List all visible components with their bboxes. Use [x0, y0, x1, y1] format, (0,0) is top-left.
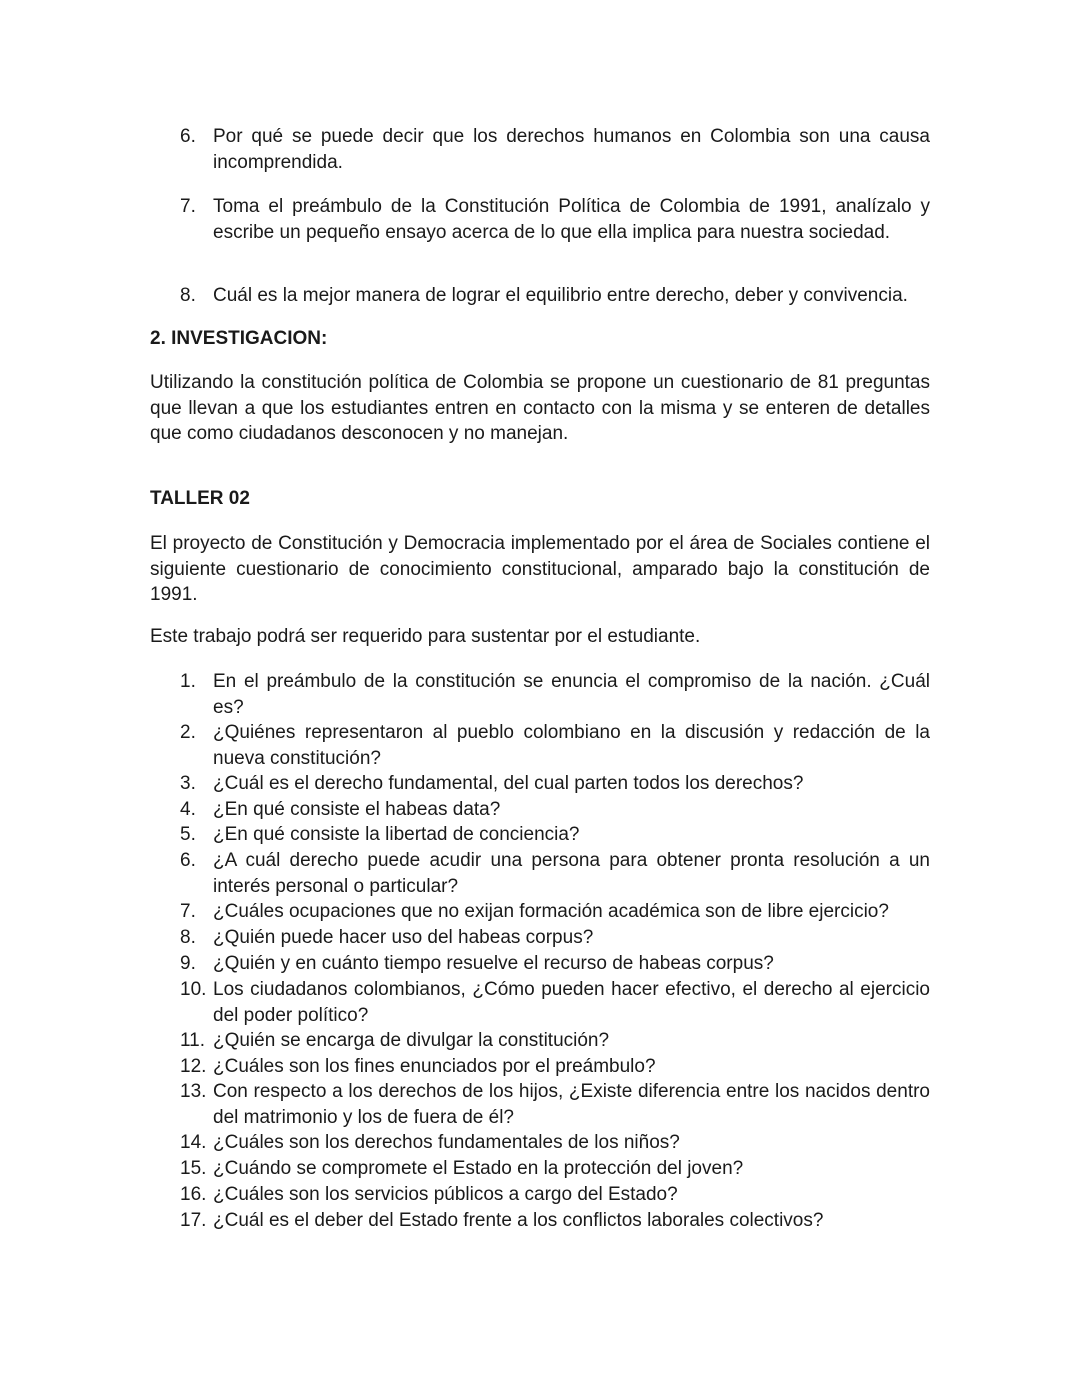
list-text: Cuál es la mejor manera de lograr el equilibrio entre derecho, deber y convivencia. [213, 285, 908, 306]
question-item [150, 771, 930, 797]
question-number: 15. [180, 1158, 207, 1179]
question-item [150, 1054, 930, 1080]
list-text: Toma el preámbulo de la Constitución Política de Colombia de 1991, analízalo y escribe un pequeño ensayo acerca de lo que ella implica para nuestra sociedad. [213, 196, 930, 243]
investigacion-paragraph: Utilizando la constitución política de Colombia se propone un cuestionario de 81 preguntas que llevan a que los estudiantes entren en contacto con la misma y se enteren de detalles que como ciudadanos desconocen y no manejan. [150, 372, 930, 444]
question-text: ¿Cuáles son los servicios públicos a cargo del Estado? [213, 1184, 678, 1205]
list-number: 8. [180, 285, 196, 306]
question-item [150, 797, 930, 823]
question-number: 10. [180, 979, 207, 1000]
question-item [150, 951, 930, 977]
question-number: 4. [180, 799, 196, 820]
question-item [150, 925, 930, 951]
question-number: 1. [180, 671, 196, 692]
question-text: ¿En qué consiste la libertad de conciencia? [213, 824, 580, 845]
question-text: ¿Quiénes representaron al pueblo colombiano en la discusión y redacción de la nueva constitución? [213, 722, 930, 769]
question-item [150, 1130, 930, 1156]
question-item [150, 1208, 930, 1234]
section-heading-taller: TALLER 02 [150, 488, 250, 509]
question-text: Con respecto a los derechos de los hijos, ¿Existe diferencia entre los nacidos dentro del matrimonio y los de fuera de él? [213, 1081, 930, 1128]
question-number: 5. [180, 824, 196, 845]
list-text: Por qué se puede decir que los derechos humanos en Colombia son una causa incomprendida. [213, 126, 930, 173]
question-number: 7. [180, 901, 196, 922]
question-item [150, 899, 930, 925]
list-number: 7. [180, 196, 196, 217]
question-text: ¿Cuál es el deber del Estado frente a los conflictos laborales colectivos? [213, 1210, 824, 1231]
question-number: 12. [180, 1056, 207, 1077]
question-number: 8. [180, 927, 196, 948]
question-text: En el preámbulo de la constitución se enuncia el compromiso de la nación. ¿Cuál es? [213, 671, 930, 718]
question-text: ¿A cuál derecho puede acudir una persona para obtener pronta resolución a un interés personal o particular? [213, 850, 930, 897]
section-heading-investigacion: 2. INVESTIGACION: [150, 328, 328, 349]
question-text: ¿Cuándo se compromete el Estado en la protección del joven? [213, 1158, 744, 1179]
question-number: 9. [180, 953, 196, 974]
question-number: 16. [180, 1184, 207, 1205]
question-item [150, 977, 930, 1028]
question-item [150, 1182, 930, 1208]
question-number: 13. [180, 1081, 207, 1102]
question-text: Los ciudadanos colombianos, ¿Cómo pueden hacer efectivo, el derecho al ejercicio del poder político? [213, 979, 930, 1026]
question-number: 6. [180, 850, 196, 871]
question-item [150, 1156, 930, 1182]
question-number: 14. [180, 1132, 207, 1153]
question-number: 3. [180, 773, 196, 794]
question-item [150, 720, 930, 771]
question-number: 2. [180, 722, 196, 743]
question-text: ¿En qué consiste el habeas data? [213, 799, 501, 820]
question-text: ¿Cuál es el derecho fundamental, del cual parten todos los derechos? [213, 773, 804, 794]
question-text: ¿Cuáles son los fines enunciados por el preámbulo? [213, 1056, 656, 1077]
question-text: ¿Quién se encarga de divulgar la constitución? [213, 1030, 610, 1051]
list-item [150, 283, 930, 309]
question-item [150, 1079, 930, 1130]
taller-intro-paragraph: El proyecto de Constitución y Democracia implementado por el área de Sociales contiene el siguiente cuestionario de conocimiento constitucional, amparado bajo la constitución de 1991. [150, 533, 930, 605]
question-item [150, 1028, 930, 1054]
question-number: 11. [180, 1030, 206, 1051]
list-item [150, 194, 930, 245]
question-text: ¿Cuáles ocupaciones que no exijan formación académica son de libre ejercicio? [213, 901, 889, 922]
list-number: 6. [180, 126, 196, 147]
list-item [150, 124, 930, 175]
question-number: 17. [180, 1210, 207, 1231]
question-item [150, 669, 930, 720]
question-item [150, 848, 930, 899]
question-text: ¿Quién puede hacer uso del habeas corpus? [213, 927, 594, 948]
question-text: ¿Quién y en cuánto tiempo resuelve el recurso de habeas corpus? [213, 953, 774, 974]
question-item [150, 822, 930, 848]
taller-note: Este trabajo podrá ser requerido para sustentar por el estudiante. [150, 626, 701, 647]
question-text: ¿Cuáles son los derechos fundamentales de los niños? [213, 1132, 680, 1153]
